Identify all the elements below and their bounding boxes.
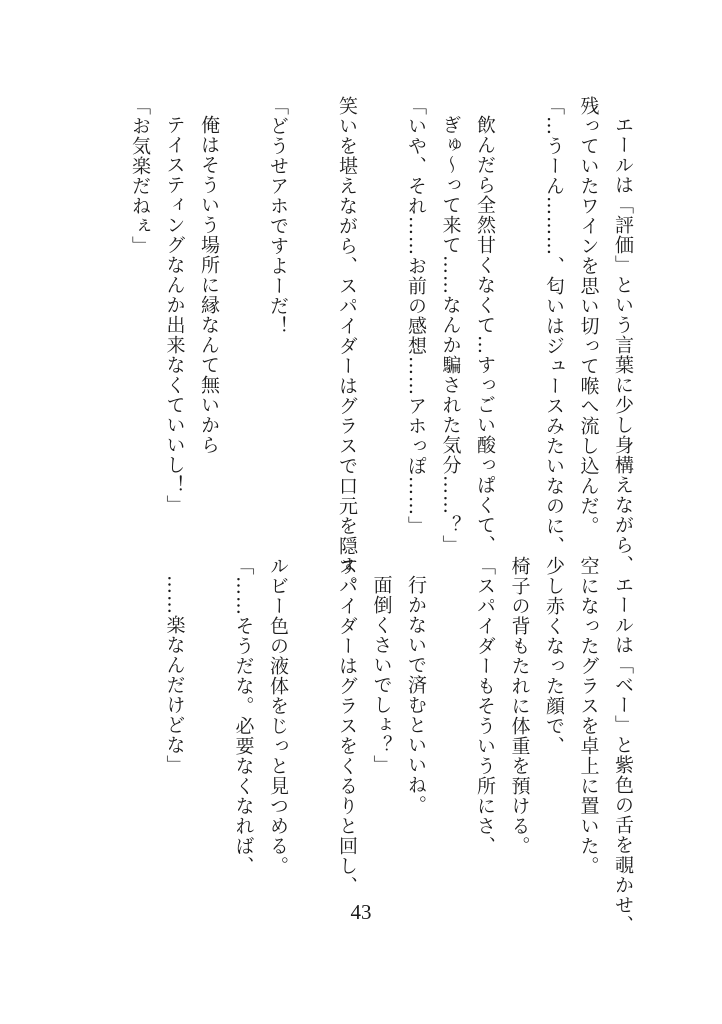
- page-number: 43: [350, 900, 372, 924]
- text-line: ルビー色の液体をじっと見つめる。: [267, 556, 289, 876]
- text-line: 「スパイダーもそういう所にさ、: [474, 556, 496, 856]
- text-line: 空になったグラスを卓上に置いた。: [577, 556, 600, 876]
- text-line: テイスティングなんか出来なくていいし！」: [163, 115, 186, 515]
- text-line: ぎゅ～って来て……なんか騙された気分……？」: [439, 115, 462, 555]
- text-line: 面倒くさいでしょ？」: [370, 575, 393, 775]
- text-line: 行かないで済むといいね。: [405, 575, 427, 815]
- text-line: 残っていたワインを思い切って喉へ流し込んだ。: [577, 96, 600, 536]
- text-line: エールは「評価」という言葉に少し身構えながら、: [612, 115, 634, 575]
- text-line: 少し赤くなった顔で、: [543, 556, 565, 756]
- top-text-block: [88, 96, 640, 596]
- text-line: 俺はそういう場所に縁なんて無いから: [198, 115, 220, 455]
- text-line: 「…うーん………、匂いはジュースみたいなのに、: [543, 96, 565, 556]
- text-line: エールは「ベー」と紫色の舌を覗かせ、: [612, 575, 634, 935]
- text-line: 椅子の背もたれに体重を預ける。: [508, 556, 531, 856]
- text-line: 笑いを堪えながら、スパイダーはグラスで口元を隠す。: [336, 96, 358, 596]
- text-line: 「お気楽だねぇ」: [129, 96, 151, 256]
- text-line: 「……そうだな。必要なくなれば、: [232, 556, 255, 876]
- text-line: 「いや、それ……お前の感想……アホっぽ……」: [405, 96, 427, 536]
- text-line: ……楽なんだけどな」: [163, 575, 186, 775]
- text-line: 飲んだら全然甘くなくて…すっごい酸っぱくて、: [474, 115, 496, 555]
- text-line: スパイダーはグラスをくるりと回し、: [336, 556, 358, 896]
- text-line: 「どうせアホですよーだ！: [267, 96, 289, 336]
